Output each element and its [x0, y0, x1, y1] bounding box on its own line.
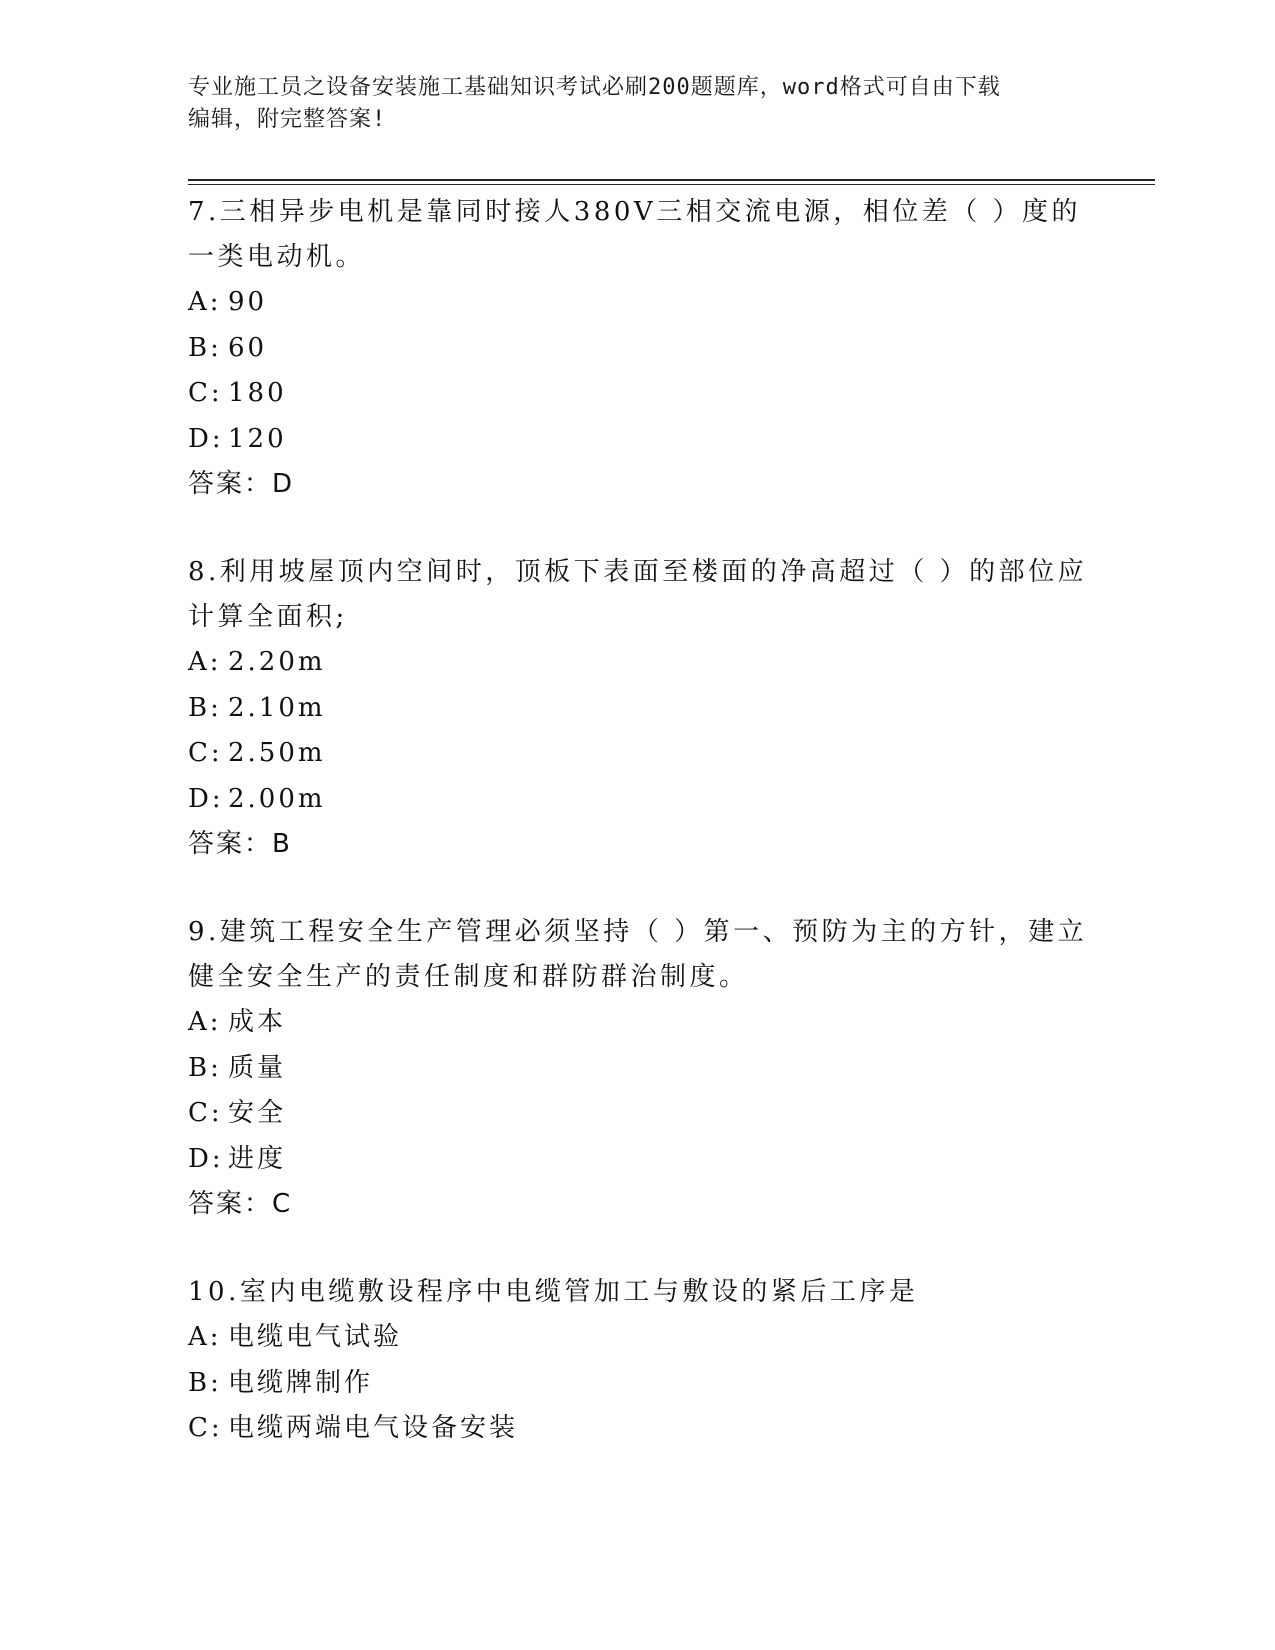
option-text: 90 [228, 287, 268, 317]
option-c [188, 731, 1088, 777]
option-text: 2.00m [228, 783, 326, 814]
option-b [188, 1046, 1088, 1092]
header-divider-thick [188, 179, 1155, 181]
option-a [188, 640, 1088, 686]
option-letter: A: [188, 287, 222, 317]
option-letter: C: [188, 738, 223, 768]
question-8 [188, 550, 1088, 867]
question-stem-line: 一类电动机。 [188, 242, 366, 272]
question-stem-line: 8.利用坡屋顶内空间时，顶板下表面至楼面的净高超过（ ）的部位应 [188, 557, 1088, 587]
option-text: 60 [228, 332, 268, 363]
option-letter: C: [188, 378, 223, 408]
answer-line: 答案：D [188, 469, 295, 499]
option-letter: A: [188, 1007, 222, 1037]
option-text: 电缆牌制作 [228, 1367, 374, 1398]
question-10 [188, 1270, 1088, 1452]
option-b [188, 326, 1088, 372]
option-a [188, 1315, 1088, 1361]
question-stem-line: 9.建筑工程安全生产管理必须坚持（ ）第一、预防为主的方针，建立 [188, 917, 1088, 947]
question-list [188, 190, 1088, 1452]
question-7 [188, 190, 1088, 507]
option-text: 进度 [228, 1143, 287, 1174]
option-letter: B: [188, 692, 222, 723]
option-text: 成本 [228, 1007, 287, 1037]
option-a [188, 1000, 1088, 1046]
question-9 [188, 910, 1088, 1227]
option-letter: C: [188, 1413, 223, 1443]
option-d [188, 777, 1088, 823]
option-letter: C: [188, 1098, 223, 1128]
option-text: 2.10m [228, 692, 326, 723]
option-letter: A: [188, 647, 222, 677]
document-header [188, 72, 1088, 136]
option-letter: D: [188, 423, 224, 454]
option-text: 电缆两端电气设备安装 [228, 1413, 519, 1443]
option-c [188, 1091, 1088, 1137]
header-title-line-2: 编辑，附完整答案! [188, 107, 387, 132]
option-d [188, 417, 1088, 463]
option-text: 120 [228, 423, 287, 454]
option-text: 180 [228, 378, 287, 408]
option-text: 2.50m [228, 738, 326, 768]
option-c [188, 1406, 1088, 1452]
option-b [188, 686, 1088, 732]
spacer [188, 867, 1088, 910]
header-title-line-1: 专业施工员之设备安装施工基础知识考试必刷200题题库，word格式可自由下载 [188, 75, 1001, 100]
option-c [188, 371, 1088, 417]
option-d [188, 1137, 1088, 1183]
spacer [188, 507, 1088, 550]
option-text: 2.20m [228, 647, 326, 677]
answer-line: 答案：C [188, 1189, 293, 1219]
question-stem-line: 健全安全生产的责任制度和群防群治制度。 [188, 962, 749, 992]
option-letter: D: [188, 1143, 224, 1174]
option-text: 电缆电气试验 [228, 1322, 403, 1352]
question-stem-line: 10.室内电缆敷设程序中电缆管加工与敷设的紧后工序是 [188, 1277, 919, 1307]
option-letter: A: [188, 1322, 222, 1352]
answer-line: 答案：B [188, 829, 292, 859]
header-divider-thin [188, 184, 1155, 185]
spacer [188, 1227, 1088, 1270]
option-letter: B: [188, 1052, 222, 1083]
option-b [188, 1361, 1088, 1407]
option-letter: B: [188, 1367, 222, 1398]
question-stem-line: 7.三相异步电机是靠同时接人380V三相交流电源，相位差（ ）度的 [188, 197, 1081, 227]
option-text: 安全 [228, 1098, 287, 1128]
option-letter: D: [188, 783, 224, 814]
question-stem-line: 计算全面积; [188, 602, 348, 632]
option-letter: B: [188, 332, 222, 363]
option-a [188, 280, 1088, 326]
option-text: 质量 [228, 1052, 287, 1083]
